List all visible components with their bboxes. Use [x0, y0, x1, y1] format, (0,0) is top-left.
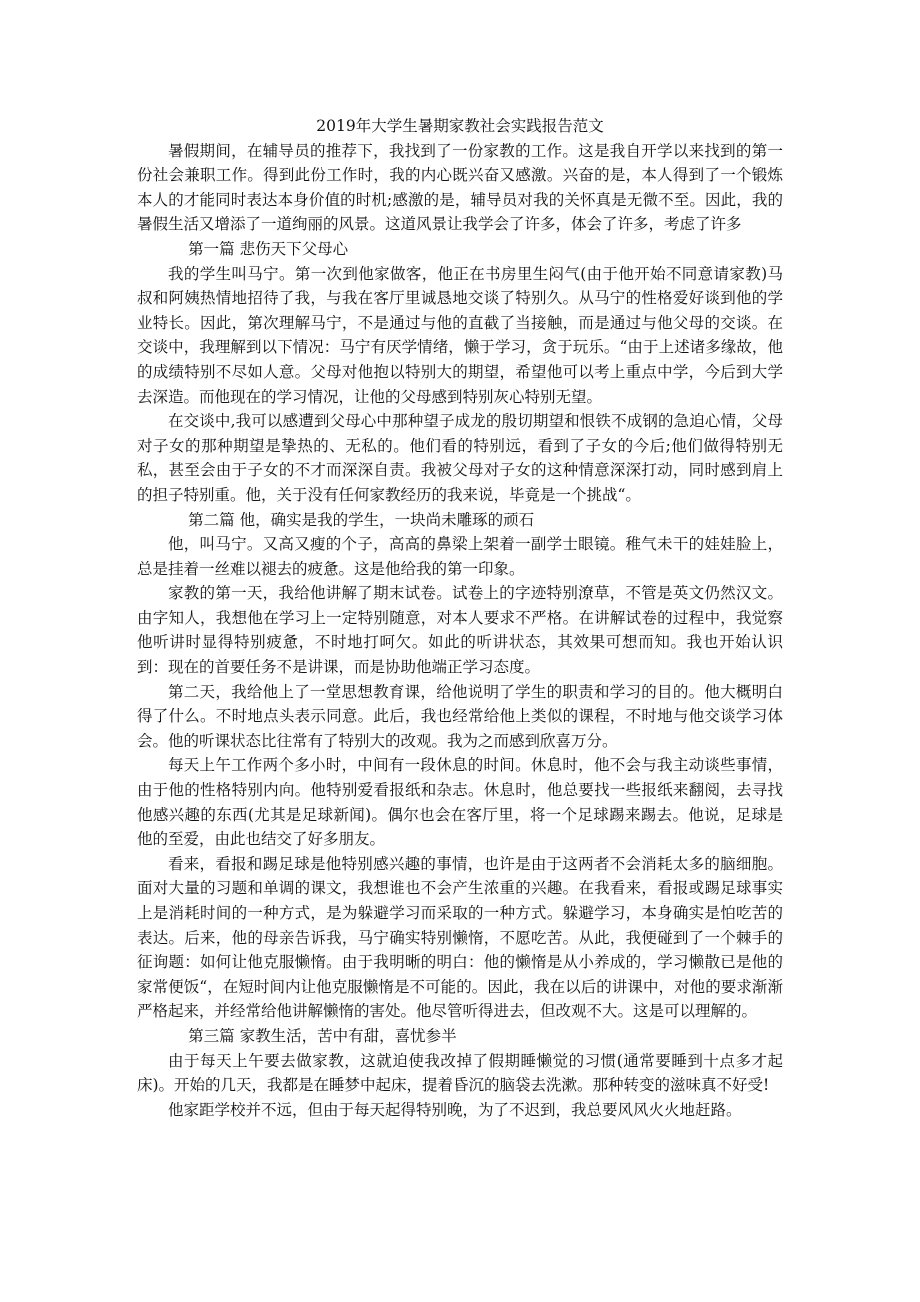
section-1-heading: 第一篇 悲伤天下父母心 [188, 239, 349, 258]
section-2-heading: 第二篇 他，确实是我的学生，一块尚未雕琢的顽石 [188, 510, 535, 529]
document-title: 2019年大学生暑期家教社会实践报告范文 [316, 117, 604, 135]
section-1-paragraph-1: 我的学生叫马宁。第一次到他家做客，他正在书房里生闷气(由于他开始不同意请家教)马叔和阿姨热情地招待了我，与我在客厅里诚恳地交谈了特别久。从马宁的性格爱好谈到他的学业特长。因此，第次理解马宁，不是通过与他的直截了当接触，而是通过与他父母的交谈。在交谈中，我理解到以下情况：马宁有厌学情绪，懒于学习，贪于玩乐。“由于上述诸多缘故，他的成绩特别不尽如人意。父母对他抱以特别大的期望，希望他可以考上重点中学，今后到大学去深造。而他现在的学习情况，让他的父母感到特别灰心特别无望。 [137, 264, 783, 406]
section-2-paragraph-4: 每天上午工作两个多小时，中间有一段休息的时间。休息时，他不会与我主动谈些事情，由于他的性格特别内向。他特别爱看报纸和杂志。休息时，他总要找一些报纸来翻阅，去寻找他感兴趣的东西(尤其是足球新闻)。偶尔也会在客厅里，将一个足球踢来踢去。他说，足球是他的至爱，由此也结交了好多朋友。 [137, 756, 783, 849]
document-body [137, 114, 783, 1122]
intro-paragraph: 暑假期间，在辅导员的推荐下，我找到了一份家教的工作。这是我自开学以来找到的第一份社会兼职工作。得到此份工作时，我的内心既兴奋又感激。兴奋的是，本人得到了一个锻炼本人的才能同时表达本身价值的时机;感激的是，辅导员对我的关怀真是无微不至。因此，我的暑假生活又增添了一道绚丽的风景。这道风景让我学会了许多，体会了许多，考虑了许多 [137, 141, 783, 234]
section-2-paragraph-2: 家教的第一天，我给他讲解了期末试卷。试卷上的字迹特别潦草，不管是英文仍然汉文。由字知人，我想他在学习上一定特别随意，对本人要求不严格。在讲解试卷的过程中，我觉察他听讲时显得特别疲惫，不时地打呵欠。如此的听讲状态，其效果可想而知。我也开始认识到：现在的首要任务不是讲课，而是协助他端正学习态度。 [137, 584, 783, 677]
section-2-paragraph-5: 看来，看报和踢足球是他特别感兴趣的事情，也许是由于这两者不会消耗太多的脑细胞。面对大量的习题和单调的课文，我想谁也不会产生浓重的兴趣。在我看来，看报或踢足球事实上是消耗时间的一种方式，是为躲避学习而采取的一种方式。躲避学习，本身确实是怕吃苦的表达。后来，他的母亲告诉我，马宁确实特别懒惰，不愿吃苦。从此，我便碰到了一个棘手的征询题：如何让他克服懒惰。由于我明晰的明白：他的懒惰是从小养成的，学习懒散已是他的家常便饭“，在短时间内让他克服懒惰是不可能的。因此，我在以后的讲课中，对他的要求渐渐严格起来，并经常给他讲解懒惰的害处。他尽管听得进去，但改观不大。这是可以理解的。 [137, 854, 783, 1021]
section-3-paragraph-1: 由于每天上午要去做家教，这就迫使我改掉了假期睡懒觉的习惯(通常要睡到十点多才起床)。开始的几天，我都是在睡梦中起床，提着昏沉的脑袋去洗漱。那种转变的滋味真不好受! [137, 1051, 783, 1095]
section-3-paragraph-2: 他家距学校并不远，但由于每天起得特别晚，为了不迟到，我总要风风火火地赶路。 [168, 1100, 742, 1119]
section-3-heading: 第三篇 家教生活，苦中有甜，喜忧参半 [188, 1026, 457, 1045]
section-1-paragraph-2: 在交谈中,我可以感遭到父母心中那种望子成龙的殷切期望和恨铁不成钢的急迫心情，父母对子女的那种期望是挚热的、无私的。他们看的特别远，看到了子女的今后;他们做得特别无私，甚至会由于子女的不才而深深自责。我被父母对子女的这种情意深深打动，同时感到肩上的担子特别重。他，关于没有任何家教经历的我来说，毕竟是一个挑战“。 [137, 412, 783, 504]
section-2-paragraph-3: 第二天，我给他上了一堂思想教育课，给他说明了学生的职责和学习的目的。他大概明白得了什么。不时地点头表示同意。此后，我也经常给他上类似的课程，不时地与他交谈学习体会。他的听课状态比往常有了特别大的改观。我为之而感到欣喜万分。 [137, 682, 783, 750]
section-2-paragraph-1: 他，叫马宁。又高又瘦的个子，高高的鼻梁上架着一副学士眼镜。稚气未干的娃娃脸上，总是挂着一丝难以褪去的疲惫。这是他给我的第一印象。 [137, 535, 783, 578]
